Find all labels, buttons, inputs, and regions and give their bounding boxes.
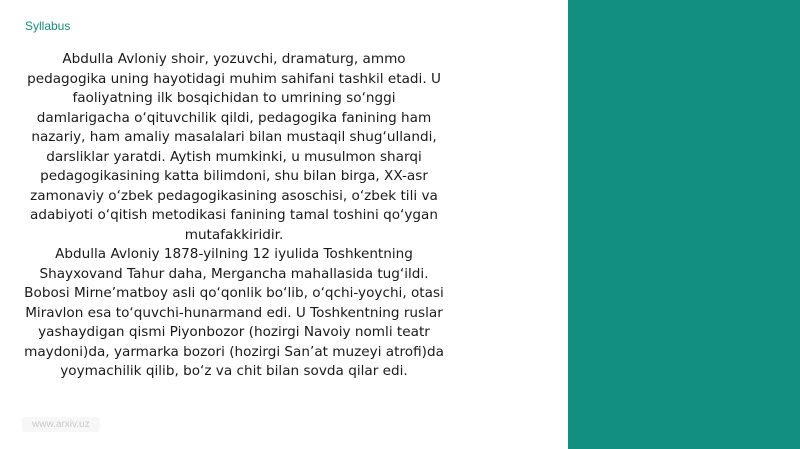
- paragraph-biography-early-life: Abdulla Avloniy 1878-yilning 12 iyulida Toshkentning Shayxovand Tahur daha, Mergancha mahallasida tug‘ildi. Bobosi Mirne’matboy asli qo‘qonlik bo‘lib, o‘qchi-yoychi, otasi Miravlon esa to‘quvchi-hunarmand edi. U Toshkentning ruslar yashaydigan qismi Piyonbozor (hozirgi Navoiy nomli teatr maydoni)da, yarmarka bozori (hozirgi San’at muzeyi atrofi)da yoymachilik qilib, bo‘z va chit bilan sovda qilar edi.: [24, 246, 444, 379]
- watermark-text: www.arxiv.uz: [22, 417, 100, 432]
- paragraph-biography-intro: Abdulla Avloniy shoir, yozuvchi, dramaturg, ammo pedagogika uning hayotidagi muhim sahifani tashkil etadi. U faoliyatning ilk bosqichidan to umrining so‘nggi damlarigacha o‘qituvchilik qildi, pedagogika fanining ham nazariy, ham amaliy masalalari bilan mustaqil shug‘ullandi, darsliklar yaratdi. Aytish mumkinki, u musulmon sharqi pedagogikasining katta bilimdoni, shu bilan birga, XX-asr zamonaviy o‘zbek pedagogikasining asoschisi, o‘zbek tili va adabiyoti o‘qitish metodikasi fanining tamal toshini qo‘ygan mutafakkiridir.: [27, 51, 441, 243]
- slide-section-label: Syllabus: [25, 19, 71, 33]
- slide-body-text: [24, 50, 444, 382]
- teal-side-panel: [568, 0, 800, 449]
